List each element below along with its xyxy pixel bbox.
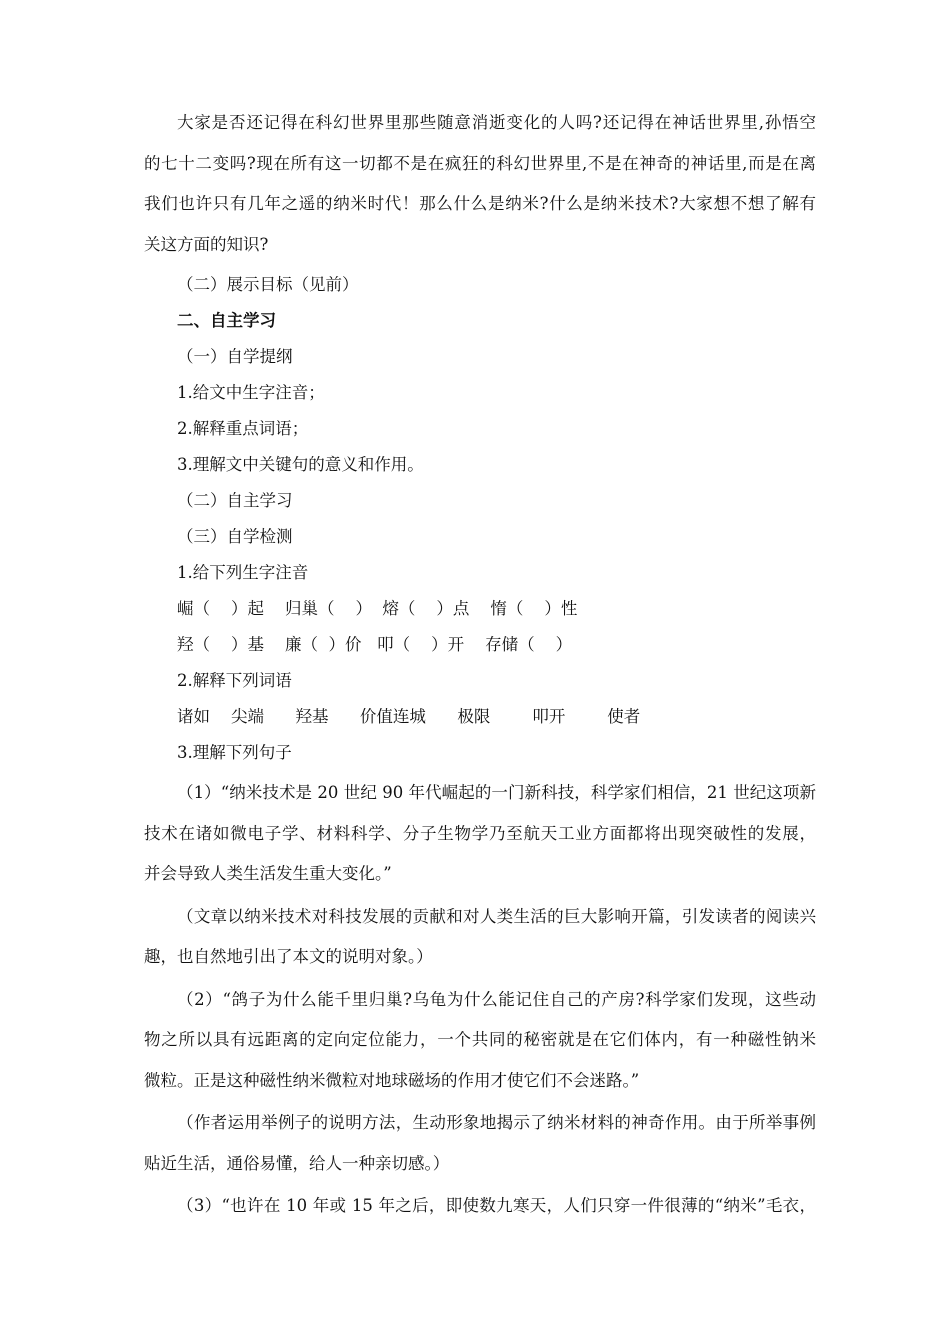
self-study-title: （二）自主学习 (177, 491, 293, 510)
outline-item: 2.解释重点词语； (177, 419, 309, 438)
intro-line: 大家是否还记得在科幻世界里那些随意消逝变化的人吗?还记得在神话世界里,孙悟空 (177, 113, 816, 132)
sentence-1-note (144, 897, 816, 978)
self-check-title: （三）自学检测 (177, 527, 293, 546)
sentence-2 (144, 980, 816, 1102)
note-line: （作者运用举例子的说明方法，生动形象地揭示了纳米材料的神奇作用。由于所举事例 (177, 1113, 816, 1132)
intro-line: 关这方面的知识? (144, 234, 269, 254)
sentence-line: 物之所以具有远距离的定向定位能力，一个共同的秘密就是在它们体内，有一种磁性钠米 (144, 1030, 816, 1049)
intro-line: 我们也许只有几年之遥的纳米时代！那么什么是纳米?什么是纳米技术?大家想不想了解有 (144, 194, 816, 213)
document-body (144, 108, 816, 1229)
outline-item: 3.理解文中关键句的意义和作用。 (177, 455, 424, 474)
sentence-line: （1）“纳米技术是 20 世纪 90 年代崛起的一门新科技，科学家们相信，21 世纪这项新 (177, 783, 816, 802)
intro-paragraph (144, 103, 816, 265)
sentence-2-note (144, 1103, 816, 1184)
question-title: 1.给下列生字注音 (177, 563, 309, 582)
note-line: 趣，也自然地引出了本文的说明对象。） (144, 947, 433, 966)
section-heading: 二、自主学习 (177, 311, 276, 330)
pinyin-row: 崛（ ）起 归巢（ ） 熔（ ）点 惰（ ）性 (177, 599, 578, 618)
outline-title: （一）自学提纲 (177, 347, 293, 366)
note-line: 贴近生活，通俗易懂，给人一种亲切感。） (144, 1153, 450, 1173)
pinyin-row: 羟（ ）基 廉（ ）价 叩（ ）开 存储（ ） (177, 635, 573, 654)
note-line: （文章以纳米技术对科技发展的贡献和对人类生活的巨大影响开篇，引发读者的阅读兴 (177, 906, 816, 926)
show-goals-line: （二）展示目标（见前） (177, 275, 359, 294)
sentence-1 (144, 773, 816, 895)
sentence-line: （2）“鸽子为什么能千里归巢?乌龟为什么能记住自己的产房?科学家们发现，这些动 (177, 989, 816, 1009)
sentence-line: （3）“也许在 10 年或 15 年之后，即使数九寒天，人们只穿一件很薄的“纳米”毛衣， (177, 1196, 816, 1215)
question-title: 3.理解下列句子 (177, 743, 292, 762)
sentence-line: 微粒。正是这种磁性纳米微粒对地球磁场的作用才使它们不会迷路。” (144, 1070, 640, 1090)
word-list: 诸如 尖端 羟基 价值连城 极限 叩开 使者 (177, 707, 641, 726)
sentence-3 (144, 1186, 816, 1227)
sentence-line: 并会导致人类生活发生重大变化。” (144, 864, 392, 883)
outline-item: 1.给文中生字注音； (177, 383, 325, 402)
intro-line: 的七十二变吗?现在所有这一切都不是在疯狂的科幻世界里,不是在神奇的神话里,而是在离 (144, 153, 816, 173)
question-title: 2.解释下列词语 (177, 671, 292, 690)
sentence-line: 技术在诸如微电子学、材料科学、分子生物学乃至航天工业方面都将出现突破性的发展， (144, 823, 816, 843)
